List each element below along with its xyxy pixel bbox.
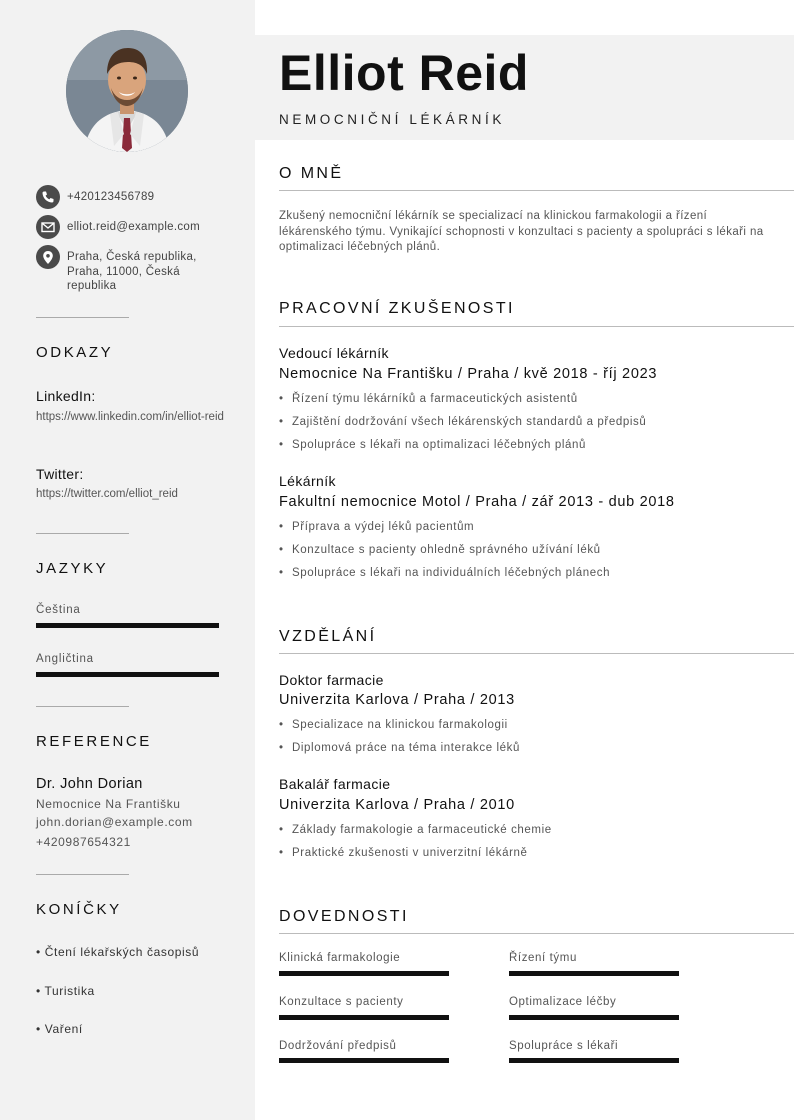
links-heading: ODKAZY (36, 344, 114, 361)
twitter-label: Twitter: (36, 466, 84, 482)
bullet-text: Specializace na klinickou farmakologii (292, 719, 508, 731)
email-text[interactable]: elliot.reid@example.com (67, 221, 200, 233)
skill-name: Spolupráce s lékaři (509, 1040, 619, 1052)
skill-level-bar (509, 1058, 679, 1063)
skill-name: Optimalizace léčby (509, 996, 617, 1008)
education-bullet: • Praktické zkušenosti v univerzitní lékárně (279, 847, 528, 859)
hobby-item: • Vaření (36, 1022, 83, 1036)
reference-org: Nemocnice Na Františku (36, 797, 181, 811)
sidebar-divider (36, 317, 129, 318)
bullet-text: Zajištění dodržování všech lékárenských standardů a předpisů (292, 416, 647, 428)
education-heading: VZDĚLÁNÍ (279, 628, 377, 645)
skill-name: Řízení týmu (509, 952, 577, 964)
job-entry-subtitle: Fakultní nemocnice Motol / Praha / zář 2013 - dub 2018 (279, 494, 675, 510)
address-text: Praha, Česká republika, Praha, 11000, Česká republika (67, 251, 197, 292)
skill-name: Klinická farmakologie (279, 952, 401, 964)
phone-icon (36, 185, 60, 209)
language-level-bar (36, 672, 219, 677)
reference-email[interactable]: john.dorian@example.com (36, 815, 193, 829)
education-entry-title: Doktor farmacie (279, 672, 384, 688)
hobby-label: Vaření (44, 1022, 83, 1036)
language-name: Angličtina (36, 653, 94, 665)
reference-heading: REFERENCE (36, 733, 152, 750)
person-name: Elliot Reid (279, 45, 529, 101)
section-rule (279, 653, 794, 654)
hobby-label: Turistika (44, 984, 95, 998)
phone-text: +420123456789 (67, 191, 155, 203)
bullet-text: Diplomová práce na téma interakce léků (292, 742, 520, 754)
linkedin-link[interactable]: https://www.linkedin.com/in/elliot-reid (36, 411, 224, 423)
hobby-item: • Turistika (36, 984, 95, 998)
envelope-icon (36, 215, 60, 239)
bullet-text: Řízení týmu lékárníků a farmaceutických asistentů (292, 393, 578, 405)
reference-name: Dr. John Dorian (36, 776, 143, 792)
skill-name: Konzultace s pacienty (279, 996, 404, 1008)
skill-level-bar (509, 971, 679, 976)
skill-level-bar (279, 1058, 449, 1063)
languages-heading: JAZYKY (36, 560, 109, 577)
job-bullet: • Zajištění dodržování všech lékárenských standardů a předpisů (279, 416, 647, 428)
skill-level-bar (279, 1015, 449, 1020)
bullet-text: Základy farmakologie a farmaceutické chemie (292, 824, 552, 836)
hobby-label: Čtení lékařských časopisů (44, 945, 200, 959)
language-name: Čeština (36, 604, 81, 616)
reference-phone: +420987654321 (36, 835, 131, 849)
job-entry-title: Lékárník (279, 473, 336, 489)
job-bullet: • Příprava a výdej léků pacientům (279, 521, 475, 533)
contact-address (36, 245, 212, 294)
education-entry-subtitle: Univerzita Karlova / Praha / 2013 (279, 692, 515, 708)
education-entry-subtitle: Univerzita Karlova / Praha / 2010 (279, 797, 515, 813)
job-bullet: • Spolupráce s lékaři na optimalizaci léčebných plánů (279, 439, 586, 451)
hobby-item: • Čtení lékařských časopisů (36, 945, 200, 959)
contact-email (36, 215, 212, 239)
sidebar-divider (36, 874, 129, 875)
bullet-text: Příprava a výdej léků pacientům (292, 521, 475, 533)
job-title: NEMOCNIČNÍ LÉKÁRNÍK (279, 112, 505, 127)
education-bullet: • Diplomová práce na téma interakce léků (279, 742, 520, 754)
contact-phone (36, 185, 212, 209)
skill-name: Dodržování předpisů (279, 1040, 397, 1052)
job-bullet: • Konzultace s pacienty ohledně správného užívání léků (279, 544, 601, 556)
skill-level-bar (279, 971, 449, 976)
linkedin-label: LinkedIn: (36, 388, 96, 404)
section-rule (279, 933, 794, 934)
job-bullet: • Spolupráce s lékaři na individuálních léčebných plánech (279, 567, 611, 579)
profile-photo (66, 30, 188, 152)
education-bullet: • Základy farmakologie a farmaceutické chemie (279, 824, 552, 836)
twitter-link[interactable]: https://twitter.com/elliot_reid (36, 488, 178, 500)
bullet-text: Konzultace s pacienty ohledně správného užívání léků (292, 544, 601, 556)
portrait-image (66, 30, 188, 152)
location-pin-icon (36, 245, 60, 269)
job-bullet: • Řízení týmu lékárníků a farmaceutických asistentů (279, 393, 578, 405)
experience-heading: PRACOVNÍ ZKUŠENOSTI (279, 300, 515, 317)
sidebar-divider (36, 706, 129, 707)
about-text: Zkušený nemocniční lékárník se specializací na klinickou farmakologii a řízení lékárenského týmu. Vynikající schopnosti v konzultaci s pacienty a spolupráci s lékaři na optimalizaci léčebných plánů. (279, 210, 764, 253)
bullet-text: Spolupráce s lékaři na individuálních léčebných plánech (292, 567, 611, 579)
about-heading: O MNĚ (279, 165, 344, 182)
language-level-bar (36, 623, 219, 628)
bullet-text: Spolupráce s lékaři na optimalizaci léčebných plánů (292, 439, 586, 451)
section-rule (279, 326, 794, 327)
bullet-text: Praktické zkušenosti v univerzitní lékárně (292, 847, 528, 859)
education-bullet: • Specializace na klinickou farmakologii (279, 719, 508, 731)
skill-level-bar (509, 1015, 679, 1020)
sidebar-divider (36, 533, 129, 534)
section-rule (279, 190, 794, 191)
skills-heading: DOVEDNOSTI (279, 908, 409, 925)
job-entry-title: Vedoucí lékárník (279, 345, 389, 361)
job-entry-subtitle: Nemocnice Na Františku / Praha / kvě 2018 - říj 2023 (279, 366, 658, 382)
education-entry-title: Bakalář farmacie (279, 776, 391, 792)
hobbies-heading: KONÍČKY (36, 901, 122, 918)
